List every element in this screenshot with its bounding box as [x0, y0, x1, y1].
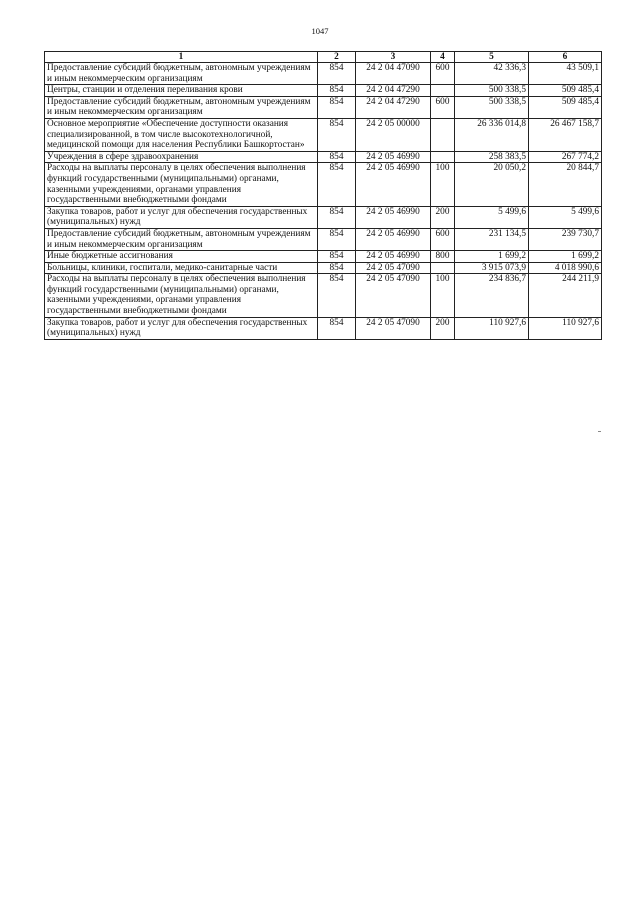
- cell-code: 24 2 05 46990: [356, 228, 431, 250]
- cell-sum1: 110 927,6: [455, 317, 529, 339]
- table-row: [45, 96, 602, 118]
- cell-sum2: 26 467 158,7: [529, 118, 602, 151]
- table-row: [45, 163, 602, 206]
- cell-code: 24 2 04 47290: [356, 96, 431, 118]
- cell-name: Расходы на выплаты персоналу в целях обеспечения выполнения функций государственными (муниципальными) органами, казенными учреждениями, органами управления государственными внебюджетными фондами: [45, 163, 318, 206]
- cell-admin: 854: [318, 274, 356, 317]
- table-body: [45, 63, 602, 340]
- cell-vr: 200: [431, 317, 455, 339]
- cell-code: 24 2 05 47090: [356, 317, 431, 339]
- table-row: [45, 85, 602, 97]
- cell-sum1: 258 383,5: [455, 151, 529, 163]
- cell-vr: 600: [431, 228, 455, 250]
- table-row: [45, 274, 602, 317]
- column-header-vr: 4: [431, 52, 455, 63]
- cell-name: Предоставление субсидий бюджетным, автономным учреждениям и иным некоммерческим организациям: [45, 228, 318, 250]
- table-row: [45, 228, 602, 250]
- cell-sum2: 509 485,4: [529, 85, 602, 97]
- table-row: [45, 206, 602, 228]
- column-header-sum1: 5: [455, 52, 529, 63]
- cell-admin: 854: [318, 163, 356, 206]
- cell-name: Больницы, клиники, госпитали, медико-санитарные части: [45, 262, 318, 274]
- cell-sum2: 5 499,6: [529, 206, 602, 228]
- cell-sum1: 42 336,3: [455, 63, 529, 85]
- table-row: [45, 262, 602, 274]
- column-header-sum2: 6: [529, 52, 602, 63]
- cell-vr: 600: [431, 96, 455, 118]
- cell-admin: 854: [318, 262, 356, 274]
- cell-code: 24 2 05 00000: [356, 118, 431, 151]
- table-row: [45, 251, 602, 263]
- cell-admin: 854: [318, 206, 356, 228]
- cell-sum1: 231 134,5: [455, 228, 529, 250]
- column-header-name: 1: [45, 52, 318, 63]
- cell-sum1: 234 836,7: [455, 274, 529, 317]
- budget-table: [44, 51, 602, 340]
- cell-code: 24 2 05 47090: [356, 262, 431, 274]
- cell-sum2: 4 018 990,6: [529, 262, 602, 274]
- cell-name: Расходы на выплаты персоналу в целях обеспечения выполнения функций государственными (муниципальными) органами, казенными учреждениями, органами управления государственными внебюджетными фондами: [45, 274, 318, 317]
- cell-admin: 854: [318, 317, 356, 339]
- scan-mark: [598, 431, 601, 432]
- cell-sum1: 5 499,6: [455, 206, 529, 228]
- cell-admin: 854: [318, 151, 356, 163]
- cell-name: Предоставление субсидий бюджетным, автономным учреждениям и иным некоммерческим организациям: [45, 63, 318, 85]
- cell-name: Закупка товаров, работ и услуг для обеспечения государственных (муниципальных) нужд: [45, 317, 318, 339]
- cell-sum2: 20 844,7: [529, 163, 602, 206]
- cell-sum2: 110 927,6: [529, 317, 602, 339]
- cell-vr: 800: [431, 251, 455, 263]
- cell-admin: 854: [318, 251, 356, 263]
- cell-sum1: 20 050,2: [455, 163, 529, 206]
- cell-code: 24 2 04 47090: [356, 63, 431, 85]
- table-row: [45, 63, 602, 85]
- cell-sum2: 43 509,1: [529, 63, 602, 85]
- column-header-admin: 2: [318, 52, 356, 63]
- cell-vr: [431, 151, 455, 163]
- table-header-row: [45, 52, 602, 63]
- cell-code: 24 2 05 46990: [356, 206, 431, 228]
- cell-vr: [431, 262, 455, 274]
- cell-admin: 854: [318, 63, 356, 85]
- cell-admin: 854: [318, 118, 356, 151]
- cell-admin: 854: [318, 85, 356, 97]
- cell-name: Иные бюджетные ассигнования: [45, 251, 318, 263]
- cell-code: 24 2 04 47290: [356, 85, 431, 97]
- cell-sum1: 3 915 073,9: [455, 262, 529, 274]
- cell-code: 24 2 05 46990: [356, 163, 431, 206]
- cell-sum2: 1 699,2: [529, 251, 602, 263]
- cell-vr: 200: [431, 206, 455, 228]
- column-header-code: 3: [356, 52, 431, 63]
- table-row: [45, 151, 602, 163]
- cell-vr: 600: [431, 63, 455, 85]
- cell-name: Предоставление субсидий бюджетным, автономным учреждениям и иным некоммерческим организациям: [45, 96, 318, 118]
- cell-name: Основное мероприятие «Обеспечение доступности оказания специализированной, в том числе высокотехнологичной, медицинской помощи для населения Республики Башкортостан»: [45, 118, 318, 151]
- cell-sum1: 500 338,5: [455, 96, 529, 118]
- cell-vr: [431, 118, 455, 151]
- cell-sum2: 509 485,4: [529, 96, 602, 118]
- cell-code: 24 2 05 46990: [356, 251, 431, 263]
- cell-vr: [431, 85, 455, 97]
- cell-name: Учреждения в сфере здравоохранения: [45, 151, 318, 163]
- page-number: 1047: [311, 26, 329, 36]
- table-row: [45, 317, 602, 339]
- table-row: [45, 118, 602, 151]
- cell-vr: 100: [431, 163, 455, 206]
- cell-vr: 100: [431, 274, 455, 317]
- cell-admin: 854: [318, 96, 356, 118]
- cell-code: 24 2 05 47090: [356, 274, 431, 317]
- cell-name: Центры, станции и отделения переливания крови: [45, 85, 318, 97]
- cell-sum1: 500 338,5: [455, 85, 529, 97]
- cell-code: 24 2 05 46990: [356, 151, 431, 163]
- cell-sum2: 244 211,9: [529, 274, 602, 317]
- cell-sum1: 1 699,2: [455, 251, 529, 263]
- cell-name: Закупка товаров, работ и услуг для обеспечения государственных (муниципальных) нужд: [45, 206, 318, 228]
- cell-sum2: 267 774,2: [529, 151, 602, 163]
- cell-sum1: 26 336 014,8: [455, 118, 529, 151]
- cell-admin: 854: [318, 228, 356, 250]
- cell-sum2: 239 730,7: [529, 228, 602, 250]
